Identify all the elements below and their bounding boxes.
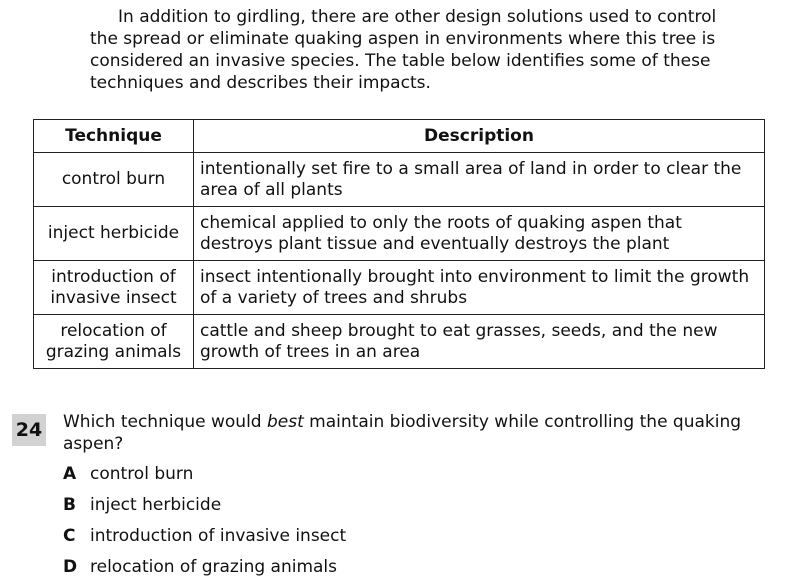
answer-choice-d[interactable] [63,556,337,578]
description-cell: cattle and sheep brought to eat grasses, seeds, and the new growth of trees in an area [194,315,765,369]
description-cell: chemical applied to only the roots of quaking aspen that destroys plant tissue and eventually destroys the plant [194,207,765,261]
table-row [34,207,765,261]
answer-choice-b[interactable] [63,494,221,516]
header-description: Description [194,120,765,153]
table-row [34,153,765,207]
question-stem [63,411,773,455]
question-number-badge: 24 [12,414,46,446]
answer-choice-a[interactable] [63,463,193,485]
question-stem-emphasis: best [267,412,304,432]
description-cell: intentionally set fire to a small area of land in order to clear the area of all plants [194,153,765,207]
answer-choice-c[interactable] [63,525,346,547]
choice-letter: A [63,464,77,484]
header-technique: Technique [34,120,194,153]
question-stem-start: Which technique would [63,412,267,432]
question-stem-end: maintain biodiversity while controlling the quaking aspen? [63,412,742,454]
choice-text: control burn [90,464,194,484]
choice-text: relocation of grazing animals [90,557,338,577]
description-cell: insect intentionally brought into environment to limit the growth of a variety of trees and shrubs [194,261,765,315]
technique-cell: inject herbicide [34,207,194,261]
table-header-row [34,120,765,153]
techniques-table [33,119,765,369]
table-row [34,315,765,369]
table-row [34,261,765,315]
choice-text: introduction of invasive insect [90,526,347,546]
choice-letter: D [63,557,78,577]
intro-paragraph: In addition to girdling, there are other design solutions used to control the spread or eliminate quaking aspen in environments where this tree is considered an invasive species. The table below identifies some of these techniques and describes their impacts. [90,7,717,93]
choice-letter: C [63,526,76,546]
choice-letter: B [63,495,76,515]
technique-cell: introduction of invasive insect [34,261,194,315]
choice-text: inject herbicide [90,495,222,515]
technique-cell: relocation of grazing animals [34,315,194,369]
technique-cell: control burn [34,153,194,207]
